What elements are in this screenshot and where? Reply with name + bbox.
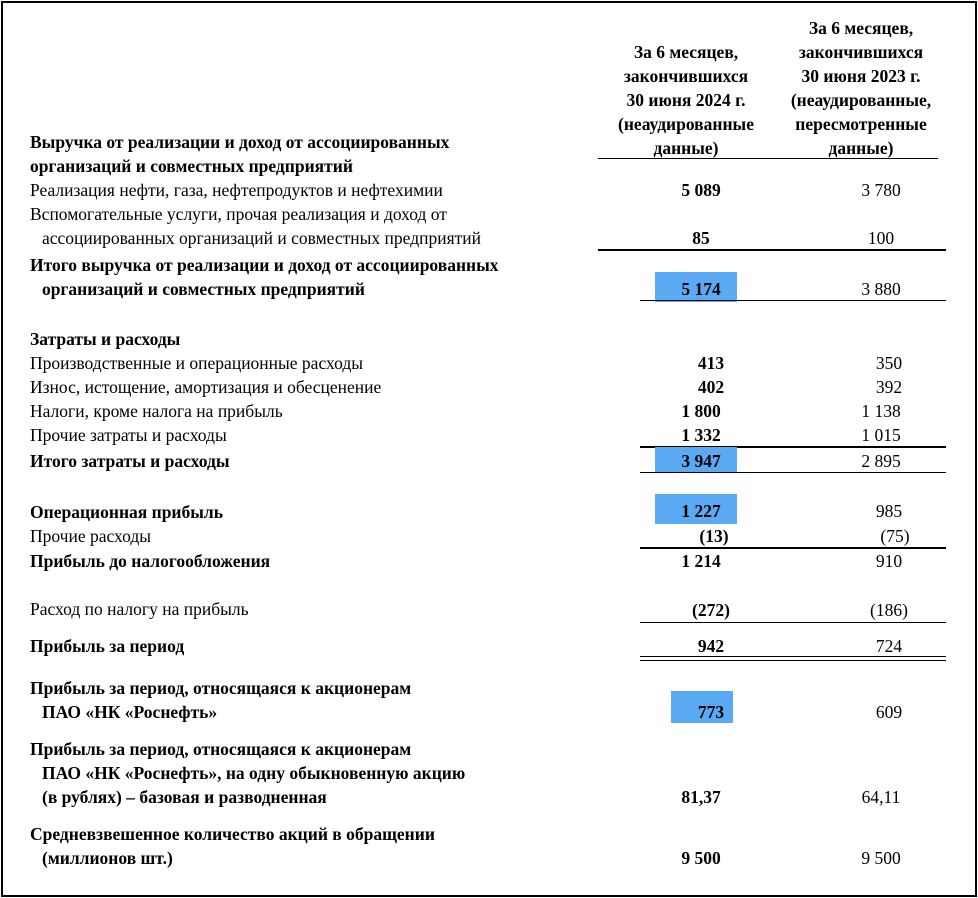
value-2024: 5 089 bbox=[681, 180, 721, 200]
header-2024-line1: За 6 месяцев, bbox=[633, 42, 739, 62]
value-2023: 64,11 bbox=[861, 787, 901, 807]
revenue-heading-line2: организаций и совместных предприятий bbox=[30, 156, 353, 176]
row-label-line1: Вспомогательные услуги, прочая реализация и доход от bbox=[30, 204, 447, 224]
header-2024-line3: 30 июня 2024 г. bbox=[626, 90, 746, 110]
row-label-line2: организаций и совместных предприятий bbox=[42, 279, 365, 299]
subtotal-rule bbox=[640, 622, 946, 623]
row-label-line1: Прибыль за период, относящаяся к акционерам bbox=[30, 739, 412, 759]
value-2023: (75) bbox=[880, 526, 910, 546]
value-2023: 3 880 bbox=[861, 279, 901, 299]
double-rule-bottom bbox=[640, 660, 946, 661]
value-2023: 100 bbox=[867, 228, 895, 248]
value-2023: 350 bbox=[875, 353, 903, 373]
row-label-line1: Прибыль за период, относящаяся к акционерам bbox=[30, 678, 412, 698]
value-2024: 773 bbox=[697, 702, 725, 722]
header-2023-line2: закончившихся bbox=[798, 42, 924, 62]
header-2023-line5: пересмотренные bbox=[795, 114, 927, 134]
row-label: Операционная прибыль bbox=[30, 502, 224, 522]
value-2024: 1 800 bbox=[681, 401, 721, 421]
row-label-line2: ПАО «НК «Роснефть» bbox=[42, 702, 218, 722]
value-2023: 1 015 bbox=[861, 425, 901, 445]
total-rule bbox=[640, 472, 946, 473]
row-label: Расход по налогу на прибыль bbox=[30, 599, 249, 619]
value-2023: 609 bbox=[875, 702, 903, 722]
value-2023: 1 138 bbox=[861, 401, 901, 421]
value-2024: 942 bbox=[697, 636, 725, 656]
row-label: Износ, истощение, амортизация и обесценение bbox=[30, 377, 382, 397]
row-label: Прибыль за период bbox=[30, 636, 185, 656]
value-2024: 1 227 bbox=[681, 501, 721, 521]
value-2023: 910 bbox=[875, 551, 903, 571]
row-label: Прочие затраты и расходы bbox=[30, 425, 227, 445]
value-2024: 5 174 bbox=[681, 279, 721, 299]
value-2024: 81,37 bbox=[681, 787, 721, 807]
value-2023: 2 895 bbox=[861, 451, 901, 471]
row-label-line3: (в рублях) – базовая и разводненная bbox=[42, 787, 327, 807]
header-2023-line6: данные) bbox=[828, 138, 894, 158]
row-label: Производственные и операционные расходы bbox=[30, 353, 363, 373]
row-label-line1: Средневзвешенное количество акций в обращении bbox=[30, 824, 435, 844]
value-2023: 392 bbox=[875, 377, 903, 397]
header-2024-line5: данные) bbox=[653, 138, 719, 158]
row-label-line2: (миллионов шт.) bbox=[42, 848, 173, 868]
value-2024: 85 bbox=[692, 228, 710, 248]
value-2023: 3 780 bbox=[861, 180, 901, 200]
row-label-line1: Итого выручка от реализации и доход от ассоциированных bbox=[30, 255, 499, 275]
value-2024: 413 bbox=[697, 353, 725, 373]
total-rule bbox=[640, 300, 946, 301]
value-2024: 9 500 bbox=[681, 848, 721, 868]
header-underline bbox=[598, 158, 938, 159]
header-2023-line1: За 6 месяцев, bbox=[808, 18, 914, 38]
double-rule-top bbox=[640, 656, 946, 657]
expenses-heading: Затраты и расходы bbox=[30, 329, 181, 349]
value-2023: 724 bbox=[875, 636, 903, 656]
value-2023: (186) bbox=[870, 600, 908, 620]
row-label: Прибыль до налогообложения bbox=[30, 551, 271, 571]
value-2024: 1 214 bbox=[681, 551, 721, 571]
value-2024: 3 947 bbox=[681, 451, 721, 471]
value-2023: 9 500 bbox=[861, 848, 901, 868]
row-label: Реализация нефти, газа, нефтепродуктов и нефтехимии bbox=[30, 180, 443, 200]
value-2024: (272) bbox=[692, 600, 730, 620]
value-2023: 985 bbox=[875, 501, 903, 521]
revenue-heading-line1: Выручка от реализации и доход от ассоциированных bbox=[30, 132, 450, 152]
header-2024-line4: (неаудированные bbox=[618, 114, 754, 134]
value-2024: (13) bbox=[699, 526, 729, 546]
row-label: Прочие расходы bbox=[30, 526, 152, 546]
header-2023-line4: (неаудированные, bbox=[790, 90, 932, 110]
header-2023-line3: 30 июня 2023 г. bbox=[801, 66, 921, 86]
header-2024-line2: закончившихся bbox=[623, 66, 749, 86]
subtotal-rule bbox=[598, 249, 946, 251]
value-2024: 402 bbox=[697, 377, 725, 397]
value-2024: 1 332 bbox=[681, 425, 721, 445]
row-label: Налоги, кроме налога на прибыль bbox=[30, 401, 283, 421]
row-label-line2: ассоциированных организаций и совместных предприятий bbox=[42, 228, 482, 248]
row-label-line2: ПАО «НК «Роснефть», на одну обыкновенную акцию bbox=[42, 763, 466, 783]
row-label: Итого затраты и расходы bbox=[30, 451, 230, 471]
